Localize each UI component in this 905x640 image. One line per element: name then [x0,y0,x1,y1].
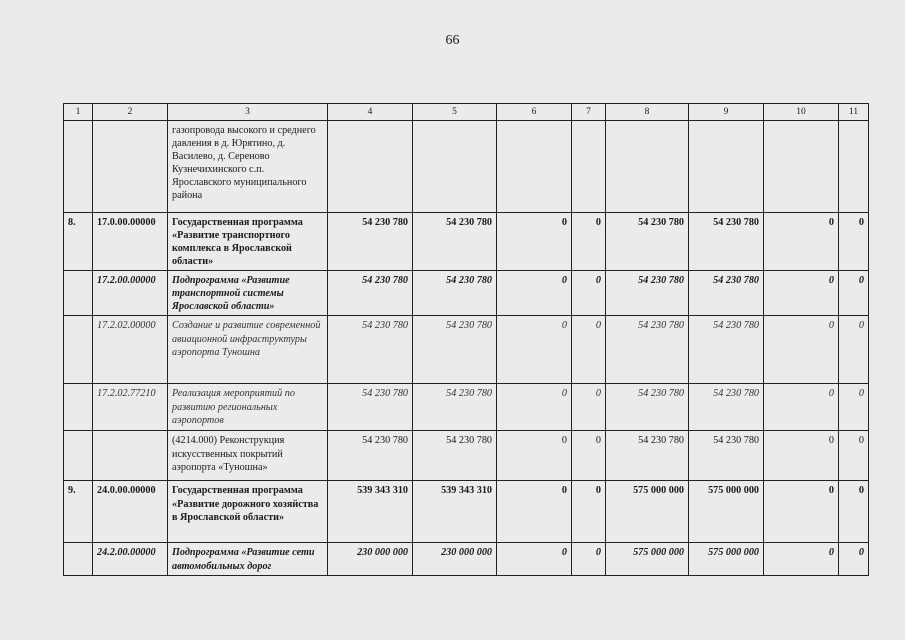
amount-cell: 0 [764,431,839,481]
amount-cell: 0 [497,543,572,576]
amount-cell: 54 230 780 [413,213,497,271]
header-cell: 6 [497,104,572,121]
table-row [64,481,869,543]
code-cell [93,121,168,213]
budget-table [63,103,869,576]
amount-cell: 0 [764,316,839,384]
amount-cell [413,121,497,213]
amount-cell: 575 000 000 [606,481,689,543]
amount-cell: 54 230 780 [328,271,413,316]
amount-cell: 230 000 000 [328,543,413,576]
code-cell [93,431,168,481]
header-cell: 8 [606,104,689,121]
amount-cell [328,121,413,213]
name-cell: Реализация мероприятий по развитию региональных аэропортов [168,384,328,431]
table-row [64,213,869,271]
amount-cell: 0 [764,384,839,431]
name-cell: Подпрограмма «Развитие транспортной системы Ярославской области» [168,271,328,316]
header-cell: 9 [689,104,764,121]
header-cell: 4 [328,104,413,121]
row-index-cell [64,431,93,481]
name-cell: (4214.000) Реконструкция искусственных покрытий аэропорта «Туношна» [168,431,328,481]
amount-cell: 0 [839,213,869,271]
amount-cell: 54 230 780 [328,316,413,384]
amount-cell: 575 000 000 [689,481,764,543]
page-number: 66 [445,33,460,48]
amount-cell: 0 [764,213,839,271]
amount-cell: 0 [572,384,606,431]
header-cell: 10 [764,104,839,121]
table-row [64,384,869,431]
amount-cell: 0 [572,213,606,271]
amount-cell: 54 230 780 [606,384,689,431]
code-cell: 17.2.02.77210 [93,384,168,431]
amount-cell: 0 [839,384,869,431]
amount-cell: 0 [497,213,572,271]
name-cell: Государственная программа «Развитие дорожного хозяйства в Ярославской области» [168,481,328,543]
name-cell: Государственная программа «Развитие транспортного комплекса в Ярославской области» [168,213,328,271]
row-index-cell: 8. [64,213,93,271]
amount-cell: 0 [497,384,572,431]
amount-cell: 54 230 780 [328,431,413,481]
amount-cell: 0 [764,543,839,576]
row-index-cell [64,543,93,576]
amount-cell: 0 [839,431,869,481]
amount-cell: 54 230 780 [606,213,689,271]
header-cell: 7 [572,104,606,121]
header-cell: 2 [93,104,168,121]
row-index-cell [64,316,93,384]
amount-cell: 54 230 780 [328,213,413,271]
amount-cell: 54 230 780 [413,431,497,481]
amount-cell: 54 230 780 [689,384,764,431]
header-cell: 5 [413,104,497,121]
amount-cell: 230 000 000 [413,543,497,576]
name-cell: Создание и развитие современной авиационной инфраструктуры аэропорта Туношна [168,316,328,384]
table-row [64,431,869,481]
amount-cell: 575 000 000 [606,543,689,576]
amount-cell: 54 230 780 [606,431,689,481]
amount-cell: 0 [839,481,869,543]
amount-cell: 54 230 780 [689,431,764,481]
row-index-cell [64,271,93,316]
header-cell: 11 [839,104,869,121]
table-row [64,316,869,384]
amount-cell [839,121,869,213]
table-row [64,271,869,316]
amount-cell: 0 [764,481,839,543]
amount-cell [606,121,689,213]
row-index-cell [64,121,93,213]
amount-cell: 54 230 780 [689,316,764,384]
amount-cell: 0 [497,481,572,543]
amount-cell [689,121,764,213]
amount-cell: 0 [572,543,606,576]
amount-cell: 54 230 780 [413,384,497,431]
row-index-cell: 9. [64,481,93,543]
header-cell: 1 [64,104,93,121]
amount-cell: 0 [572,271,606,316]
amount-cell: 54 230 780 [413,316,497,384]
amount-cell [764,121,839,213]
amount-cell: 0 [572,316,606,384]
header-cell: 3 [168,104,328,121]
amount-cell: 0 [839,543,869,576]
amount-cell: 0 [572,481,606,543]
amount-cell: 0 [839,316,869,384]
code-cell: 24.2.00.00000 [93,543,168,576]
amount-cell: 539 343 310 [413,481,497,543]
amount-cell: 54 230 780 [689,271,764,316]
amount-cell [572,121,606,213]
name-cell: Подпрограмма «Развитие сети автомобильных дорог [168,543,328,576]
code-cell: 17.2.00.00000 [93,271,168,316]
code-cell: 24.0.00.00000 [93,481,168,543]
amount-cell [497,121,572,213]
amount-cell: 575 000 000 [689,543,764,576]
amount-cell: 0 [572,431,606,481]
row-index-cell [64,384,93,431]
table-row [64,543,869,576]
amount-cell: 54 230 780 [413,271,497,316]
amount-cell: 0 [497,271,572,316]
code-cell: 17.0.00.00000 [93,213,168,271]
amount-cell: 54 230 780 [689,213,764,271]
amount-cell: 54 230 780 [606,316,689,384]
amount-cell: 0 [764,271,839,316]
code-cell: 17.2.02.00000 [93,316,168,384]
table-header-row [64,104,869,121]
amount-cell: 0 [839,271,869,316]
name-cell: газопровода высокого и среднего давления в д. Юрятино, д. Василево, д. Сереново Кузнечихинского с.п. Ярославского муниципального района [168,121,328,213]
amount-cell: 54 230 780 [606,271,689,316]
amount-cell: 0 [497,316,572,384]
table-row [64,121,869,213]
amount-cell: 539 343 310 [328,481,413,543]
amount-cell: 54 230 780 [328,384,413,431]
amount-cell: 0 [497,431,572,481]
